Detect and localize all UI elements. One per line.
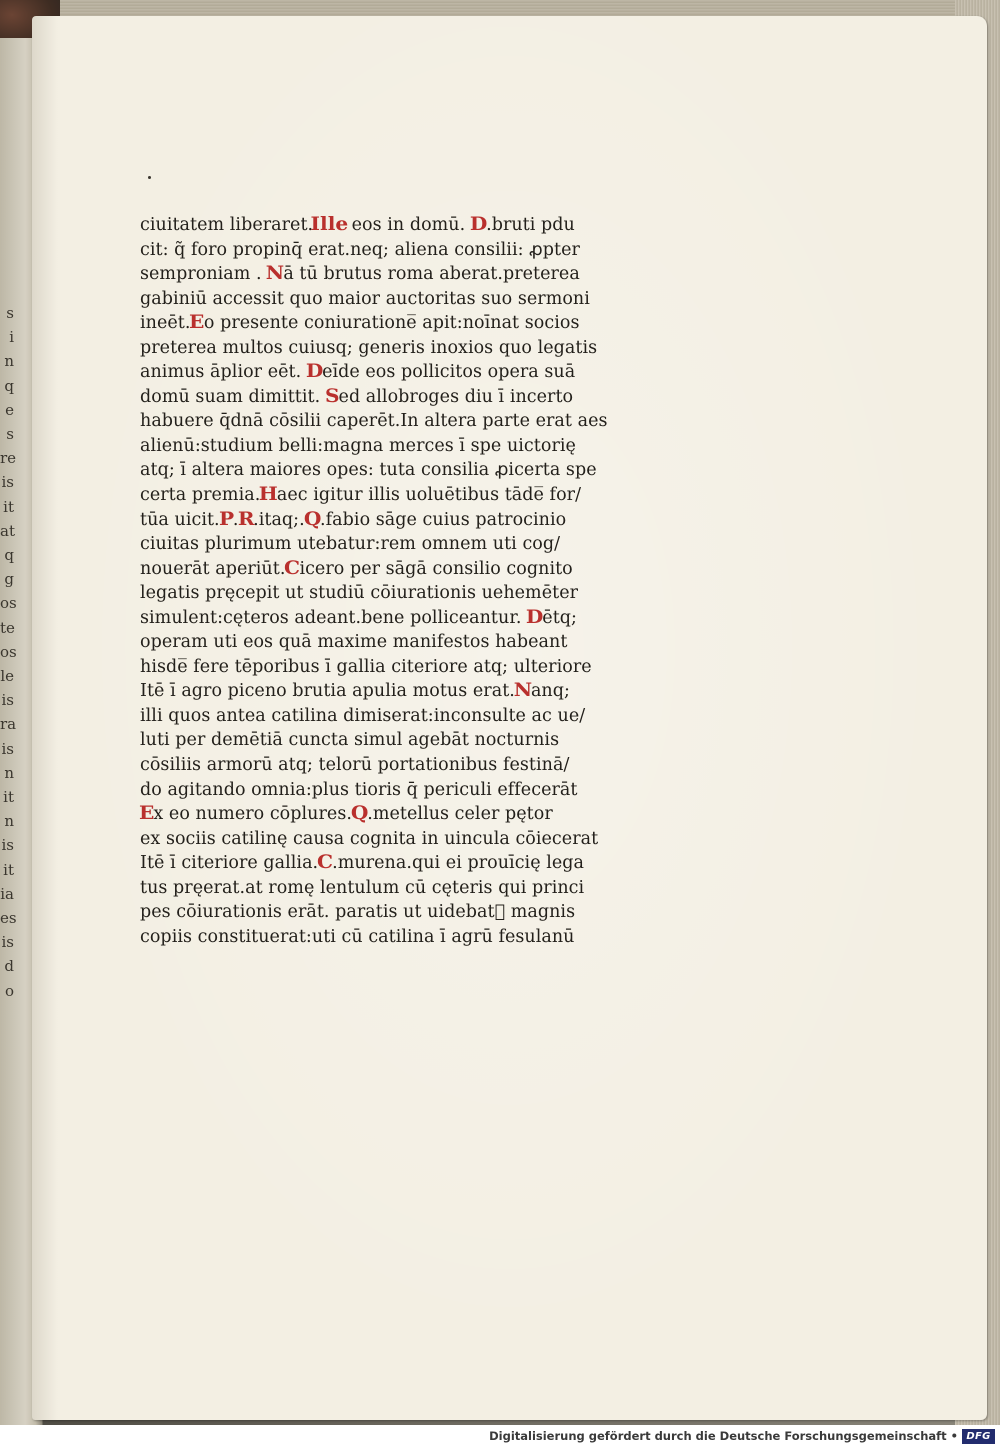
text-segment: luti per demētiā cuncta simul agebāt nocturnis <box>140 730 560 751</box>
text-segment: nouerāt aperiūt. <box>140 558 286 579</box>
text-segment: copiis constituerat:uti cū catilina ī agrū fesulanū <box>140 926 575 947</box>
left-fragment: s <box>6 304 14 322</box>
text-segment: semproniam . <box>140 264 268 285</box>
text-line <box>140 802 630 827</box>
text-segment: .bruti pdu <box>486 215 575 235</box>
left-fragment: g <box>4 570 14 589</box>
left-fragment: es <box>0 909 17 928</box>
text-segment: atq; ī altera maiores opes: tuta consilia ꝓicerta spe <box>140 460 597 481</box>
text-line <box>140 508 630 533</box>
text-segment: cōsiliis armorū atq; telorū portationibus festinā/ <box>140 755 570 776</box>
left-fragment: re <box>0 449 17 468</box>
text-segment: Itē ī agro piceno brutia apulia motus erat. <box>140 681 515 702</box>
rubricated-initial: H <box>259 484 279 506</box>
left-fragment: is <box>1 933 14 952</box>
text-line <box>140 704 630 729</box>
rubricated-initial: Ille <box>310 214 349 236</box>
text-line <box>140 728 630 753</box>
left-fragment: n <box>4 812 14 831</box>
text-line <box>140 336 630 361</box>
text-segment: ineēt. <box>140 313 191 334</box>
text-segment: preterea multos cuiusq; generis inoxios quo legatis <box>140 337 598 358</box>
left-fragment: is <box>1 836 14 855</box>
text-line <box>140 581 630 606</box>
text-line <box>140 876 630 901</box>
text-line <box>140 262 630 287</box>
text-line <box>140 655 630 680</box>
left-fragment: it <box>3 788 14 807</box>
text-line <box>140 385 630 410</box>
left-fragment: ia <box>0 884 14 903</box>
text-segment: gabiniū accessit quo maior auctoritas suo sermoni <box>140 288 590 309</box>
left-fragment: n <box>4 763 14 782</box>
text-line <box>140 458 630 483</box>
text-segment: legatis pręcepit ut studiū cōiurationis uehemēter <box>140 583 579 604</box>
text-line <box>140 827 630 852</box>
left-fragment: it <box>3 860 14 879</box>
rubricated-initial: P <box>218 508 234 530</box>
text-segment: habuere q̄dnā cōsilii caperēt.In altera parte erat aes <box>140 411 608 432</box>
text-segment: domū suam dimittit. <box>140 386 326 407</box>
text-line <box>140 679 630 704</box>
left-fragment: is <box>1 691 14 710</box>
page-speck <box>148 176 151 179</box>
text-segment: ā tū brutus roma aberat.preterea <box>283 264 580 285</box>
text-segment: eos in domū. <box>345 215 471 235</box>
text-segment: ciuitas plurimum utebatur:rem omnem uti cog/ <box>140 534 561 555</box>
left-fragment: os <box>0 594 17 613</box>
rubricated-initial: C <box>284 557 301 579</box>
left-fragment: os <box>0 642 17 661</box>
text-line <box>140 900 630 925</box>
text-segment: o presente coniuratione̅ apit:noīnat socios <box>203 313 580 334</box>
text-segment: . <box>232 509 239 530</box>
text-segment: x eo numero cōplures. <box>153 804 352 825</box>
text-segment: operam uti eos quā maxime manifestos habeant <box>140 632 568 653</box>
text-line <box>140 287 630 312</box>
rubricated-initial: N <box>266 263 285 285</box>
text-segment: .fabio sāge cuius patrocinio <box>320 509 567 530</box>
rubricated-initial: C <box>317 852 334 874</box>
text-line <box>140 606 630 631</box>
text-segment: hisde̅ fere tēporibus ī gallia citeriore atq; ulteriore <box>140 656 592 677</box>
text-segment: icero per sāgā consilio cognito <box>299 558 573 579</box>
text-line <box>140 434 630 459</box>
text-segment: ed allobroges diu ī incerto <box>338 386 574 407</box>
left-fragment: q <box>4 546 14 565</box>
left-fragment: s <box>6 425 14 444</box>
rubricated-initial: D <box>305 361 324 383</box>
left-fragment: o <box>4 981 14 1000</box>
left-fragment: it <box>3 497 14 516</box>
text-segment: simulent:cęteros adeant.bene polliceantur. <box>140 607 528 628</box>
funding-notice: Digitalisierung gefördert durch die Deutsche Forschungsgemeinschaft • <box>489 1429 958 1443</box>
left-fragment: ra <box>0 715 17 734</box>
rubricated-initial: N <box>513 680 533 702</box>
text-segment: ētq; <box>542 607 577 628</box>
rubricated-initial: D <box>469 214 488 236</box>
footer-bar <box>0 1425 1000 1449</box>
rubricated-initial: Q <box>350 803 369 825</box>
left-fragment: q <box>4 376 14 395</box>
text-segment: anq; <box>530 681 570 702</box>
text-line <box>140 778 630 803</box>
left-fragment: i <box>9 328 14 347</box>
left-fragment: e <box>5 400 14 419</box>
text-segment: animus āplior eēt. <box>140 362 307 383</box>
text-segment: ciuitatem liberaret. <box>140 215 314 235</box>
text-segment: do agitando omnia:plus tioris q̄ periculi effecerāt <box>140 779 578 800</box>
text-segment: .murena.qui ei prouīcię lega <box>332 853 584 874</box>
left-fragment: d <box>4 957 14 976</box>
incunable-text-block <box>140 213 630 949</box>
text-segment: tus pręerat.at romę lentulum cū cęteris qui princi <box>140 877 585 898</box>
left-fragment: te <box>0 618 15 637</box>
rubricated-initial: R <box>237 508 255 530</box>
text-line <box>140 851 630 876</box>
text-line <box>140 238 630 263</box>
left-fragment: at <box>0 521 15 540</box>
text-segment: .itaq;. <box>253 509 305 530</box>
text-segment: eīde eos pollicitos opera suā <box>322 362 576 383</box>
left-fragment: n <box>4 352 14 371</box>
text-line <box>140 925 630 950</box>
left-fragment: is <box>1 739 14 758</box>
text-segment: aec igitur illis uoluētibus tāde̅ for/ <box>276 485 582 506</box>
text-line <box>140 753 630 778</box>
text-segment: pes cōiurationis erāt. paratis ut uidebatᷣ magnis <box>140 902 576 923</box>
text-line <box>140 311 630 336</box>
text-line <box>140 483 630 508</box>
text-line <box>140 360 630 385</box>
text-segment: alienū:studium belli:magna merces ī spe uictorię <box>140 435 576 456</box>
rubricated-initial: E <box>138 803 155 825</box>
rubricated-initial: D <box>525 606 544 628</box>
text-segment: ex sociis catilinę causa cognita in uincula cōiecerat <box>140 828 599 849</box>
left-fragment: is <box>1 473 14 492</box>
dfg-logo: DFG <box>962 1429 995 1444</box>
text-segment: cit: q̃ foro propinq̄ erat.neq; aliena consilii: ꝓpter <box>140 239 580 260</box>
text-segment: Itē ī citeriore gallia. <box>140 853 319 874</box>
text-segment: certa premia. <box>140 485 261 506</box>
rubricated-initial: E <box>189 312 205 334</box>
left-page-fragments <box>0 301 17 1003</box>
text-line <box>140 557 630 582</box>
text-line <box>140 630 630 655</box>
text-segment: .metellus celer pętor <box>367 804 553 825</box>
text-line <box>140 409 630 434</box>
left-fragment: le <box>0 667 14 686</box>
text-line <box>140 213 630 238</box>
rubricated-initial: S <box>324 386 340 408</box>
text-segment: tūa uicit. <box>140 509 220 530</box>
text-line <box>140 532 630 557</box>
text-segment: illi quos antea catilina dimiserat:inconsulte ac ue/ <box>140 705 586 726</box>
rubricated-initial: Q <box>303 508 322 530</box>
